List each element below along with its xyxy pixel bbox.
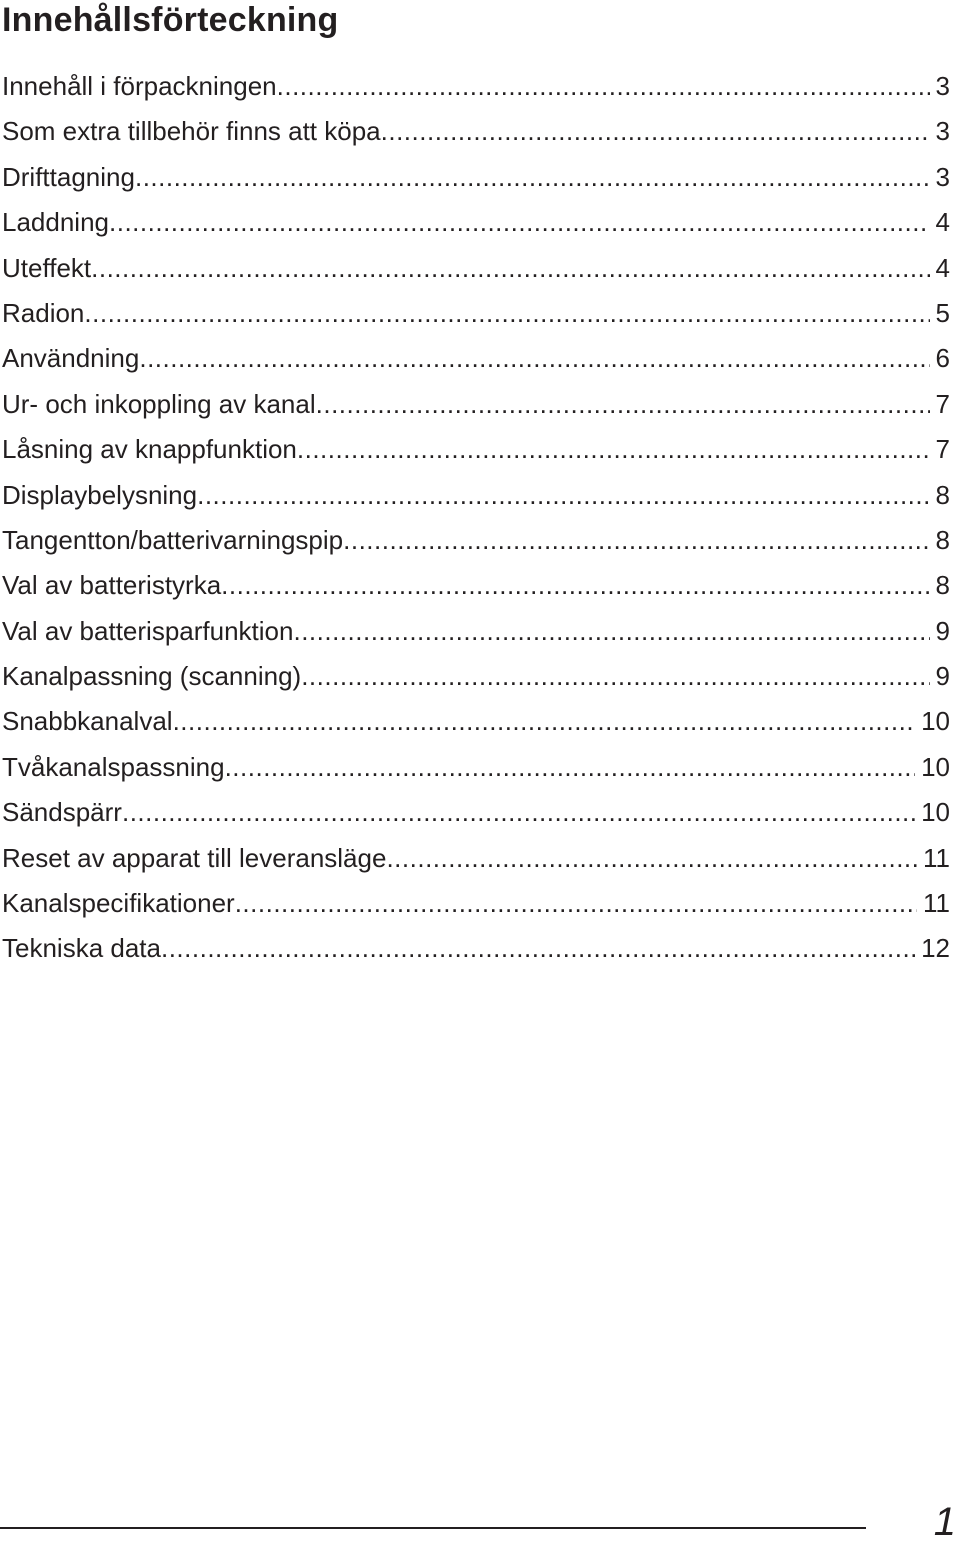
toc-entry[interactable] <box>2 155 950 200</box>
toc-entry[interactable] <box>2 246 950 291</box>
table-of-contents <box>2 64 950 972</box>
toc-entry-page: 10 <box>921 751 950 782</box>
toc-entry[interactable] <box>2 64 950 109</box>
toc-dot-leader <box>109 200 930 245</box>
toc-entry-title: Val av batteristyrka <box>2 570 222 601</box>
toc-entry[interactable] <box>2 609 950 654</box>
toc-dot-leader <box>297 427 930 472</box>
toc-dot-leader <box>386 836 917 881</box>
toc-entry-title: Laddning <box>2 207 109 238</box>
toc-entry-title: Ur- och inkoppling av kanal <box>2 388 316 419</box>
toc-entry-title: Kanalpassning (scanning) <box>2 661 302 692</box>
toc-entry[interactable] <box>2 473 950 518</box>
toc-entry[interactable] <box>2 336 950 381</box>
toc-entry-page: 8 <box>935 524 950 555</box>
toc-dot-leader <box>343 518 929 563</box>
toc-dot-leader <box>221 563 929 608</box>
toc-entry-title: Innehåll i förpackningen <box>2 71 277 101</box>
toc-entry[interactable] <box>2 382 950 427</box>
toc-entry-page: 7 <box>935 434 950 465</box>
toc-entry-title: Uteffekt <box>2 252 92 283</box>
toc-entry[interactable] <box>2 654 950 699</box>
toc-entry[interactable] <box>2 926 950 971</box>
toc-entry-page: 3 <box>935 116 950 147</box>
toc-dot-leader <box>91 246 929 291</box>
toc-entry-title: Som extra tillbehör finns att köpa <box>2 116 381 147</box>
toc-entry-page: 12 <box>921 933 950 964</box>
toc-entry[interactable] <box>2 699 950 744</box>
toc-entry-title: Radion <box>2 297 85 328</box>
toc-entry-title: Val av batterisparfunktion <box>2 615 294 646</box>
toc-entry-page: 6 <box>935 343 950 374</box>
toc-entry-title: Låsning av knappfunktion <box>2 434 297 465</box>
toc-entry-page: 10 <box>921 797 950 828</box>
toc-dot-leader <box>84 291 929 336</box>
toc-entry-page: 8 <box>935 479 950 510</box>
toc-dot-leader <box>161 926 915 971</box>
toc-entry-title: Användning <box>2 343 140 374</box>
toc-dot-leader <box>277 64 930 109</box>
toc-entry-title: Drifttagning <box>2 161 135 192</box>
toc-entry-page: 9 <box>935 661 950 692</box>
toc-dot-leader <box>122 790 915 835</box>
toc-dot-leader <box>197 473 929 518</box>
toc-entry[interactable] <box>2 291 950 336</box>
toc-entry[interactable] <box>2 790 950 835</box>
toc-entry[interactable] <box>2 881 950 926</box>
toc-entry-page: 11 <box>923 888 950 919</box>
toc-entry-title: Tvåkanalspassning <box>2 751 225 782</box>
toc-entry-page: 4 <box>935 252 950 283</box>
toc-dot-leader <box>139 336 929 381</box>
toc-entry[interactable] <box>2 427 950 472</box>
toc-entry-page: 4 <box>935 207 950 238</box>
toc-entry-page: 7 <box>935 388 950 419</box>
toc-entry[interactable] <box>2 745 950 790</box>
toc-entry-page: 9 <box>935 615 950 646</box>
toc-entry[interactable] <box>2 563 950 608</box>
footer-divider <box>0 1527 866 1529</box>
toc-dot-leader <box>316 382 930 427</box>
toc-entry-title: Snabbkanalval <box>2 706 173 737</box>
toc-entry-page: 3 <box>935 71 950 101</box>
page-title: Innehållsförteckning <box>2 1 339 39</box>
page-number: 1 <box>933 1500 956 1544</box>
toc-dot-leader <box>293 609 929 654</box>
toc-dot-leader <box>135 155 930 200</box>
toc-entry-page: 10 <box>921 706 950 737</box>
toc-entry[interactable] <box>2 836 950 881</box>
toc-entry-page: 3 <box>935 161 950 192</box>
toc-dot-leader <box>225 745 916 790</box>
toc-dot-leader <box>235 881 917 926</box>
toc-entry-page: 8 <box>935 570 950 601</box>
toc-entry-title: Kanalspecifikationer <box>2 888 235 919</box>
toc-entry-title: Tekniska data <box>2 933 161 964</box>
toc-entry-title: Sändspärr <box>2 797 122 828</box>
toc-dot-leader <box>301 654 929 699</box>
toc-dot-leader <box>381 109 930 154</box>
toc-entry-title: Tangentton/batterivarningspip <box>2 524 344 555</box>
toc-entry-page: 5 <box>935 297 950 328</box>
toc-entry-title: Displaybelysning <box>2 479 198 510</box>
toc-dot-leader <box>173 699 916 744</box>
toc-entry[interactable] <box>2 109 950 154</box>
toc-entry-page: 11 <box>923 842 950 873</box>
toc-entry[interactable] <box>2 518 950 563</box>
toc-entry-title: Reset av apparat till leveransläge <box>2 842 387 873</box>
toc-entry[interactable] <box>2 200 950 245</box>
